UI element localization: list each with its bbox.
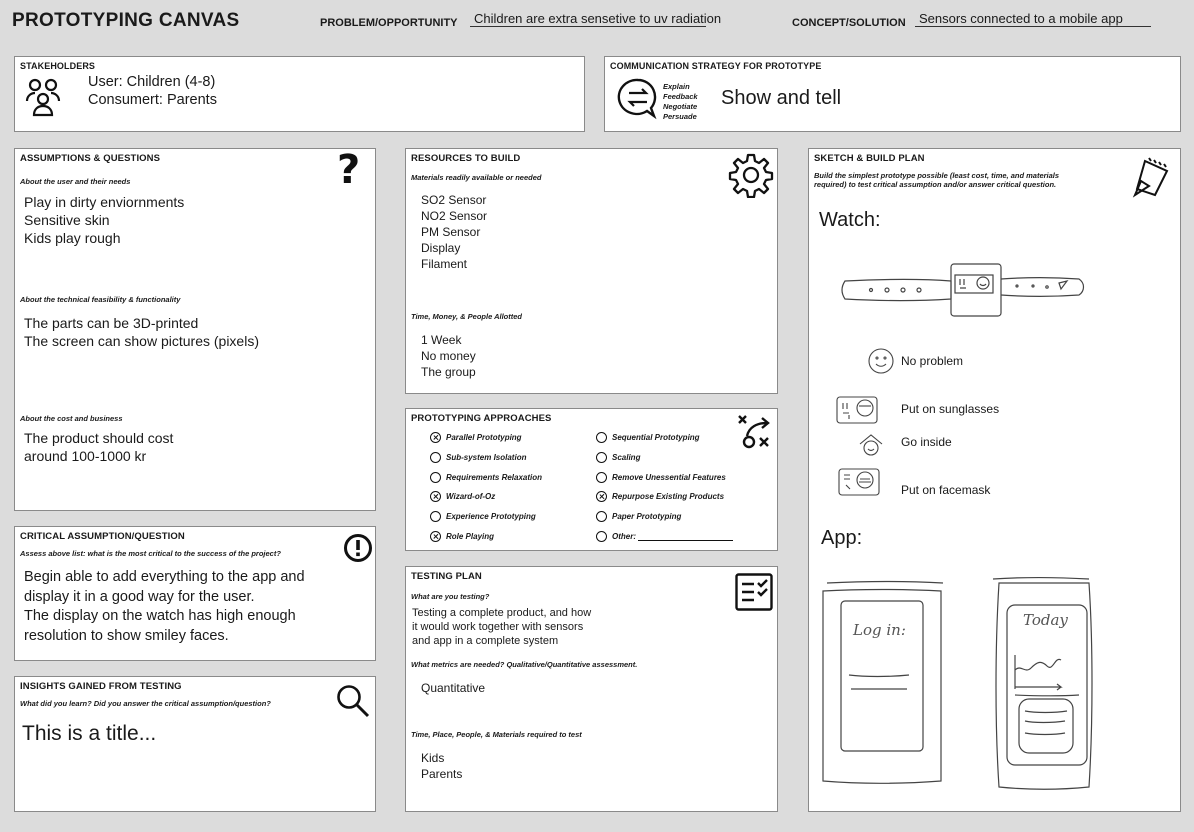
testing-line: Quantitative <box>421 681 486 695</box>
sunglasses-sketch-icon <box>835 395 879 425</box>
resource-line: NO2 Sensor <box>421 209 488 223</box>
assumptions-panel <box>14 148 376 511</box>
approach-label: Requirements Relaxation <box>446 473 543 482</box>
problem-label: PROBLEM/OPPORTUNITY <box>320 17 458 29</box>
resource-line: No money <box>421 349 476 363</box>
assumptions-tech-label: About the technical feasibility & functionality <box>20 295 181 304</box>
approach-label: Wizard-of-Oz <box>446 492 496 501</box>
testing-line: and app in a complete system <box>412 635 559 647</box>
approach-sequential[interactable] <box>596 432 700 443</box>
resource-line: Filament <box>421 257 468 271</box>
radio-icon[interactable] <box>430 511 441 522</box>
watch-heading: Watch: <box>819 209 881 231</box>
approach-scaling[interactable] <box>596 452 640 463</box>
critical-line: Begin able to add everything to the app and <box>24 569 305 585</box>
stakeholder-user: User: Children (4-8) <box>88 74 216 90</box>
assumption-line: The product should cost <box>24 430 174 446</box>
approach-label: Remove Unessential Features <box>612 473 726 482</box>
insights-sub: What did you learn? Did you answer the critical assumption/question? <box>20 699 271 708</box>
assumption-line: Play in dirty enviornments <box>24 194 185 210</box>
assumption-line: Kids play rough <box>24 230 121 246</box>
resources-time-label: Time, Money, & People Allotted <box>411 312 522 321</box>
approach-label: Repurpose Existing Products <box>612 492 725 501</box>
approach-label: Sequential Prototyping <box>612 433 700 442</box>
approach-requirements[interactable] <box>430 472 542 483</box>
communication-panel <box>604 56 1181 132</box>
approaches-panel <box>405 408 778 551</box>
resource-line: 1 Week <box>421 333 462 347</box>
insights-title: INSIGHTS GAINED FROM TESTING <box>20 681 182 692</box>
page-title: PROTOTYPING CANVAS <box>12 10 240 31</box>
comm-option-negotiate: Negotiate <box>663 102 698 111</box>
concept-label: CONCEPT/SOLUTION <box>792 17 906 29</box>
approach-other[interactable] <box>596 531 733 542</box>
assumptions-user-label: About the user and their needs <box>20 177 131 186</box>
radio-icon[interactable] <box>596 432 607 443</box>
sketch-panel <box>808 148 1181 812</box>
approach-experience[interactable] <box>430 511 536 522</box>
radio-icon[interactable] <box>430 452 441 463</box>
radio-icon[interactable] <box>596 531 607 542</box>
approach-parallel[interactable] <box>430 432 522 443</box>
assumption-line: Sensitive skin <box>24 212 110 228</box>
critical-panel <box>14 526 376 661</box>
approach-wizard[interactable] <box>430 491 495 502</box>
insights-value[interactable]: This is a title... <box>22 722 157 745</box>
radio-icon[interactable] <box>430 472 441 483</box>
people-icon <box>23 75 65 119</box>
approach-subsystem[interactable] <box>430 452 526 463</box>
radio-checked-icon[interactable] <box>430 432 441 443</box>
legend-go-inside: Go inside <box>901 435 952 449</box>
approach-label: Paper Prototyping <box>612 512 682 521</box>
testing-line: it would work together with sensors <box>412 621 584 633</box>
testing-line: Parents <box>421 767 463 781</box>
communication-value[interactable]: Show and tell <box>721 87 842 109</box>
legend-facemask: Put on facemask <box>901 483 991 497</box>
radio-icon[interactable] <box>596 472 607 483</box>
assumption-line: The parts can be 3D-printed <box>24 315 199 331</box>
other-input[interactable] <box>638 532 733 541</box>
approach-label: Sub-system Isolation <box>446 453 527 462</box>
approach-label: Role Playing <box>446 532 495 541</box>
watch-sketch <box>837 259 1097 321</box>
resources-title: RESOURCES TO BUILD <box>411 153 521 164</box>
checklist-icon <box>734 572 774 612</box>
login-phone-sketch <box>817 577 957 795</box>
approach-label: Experience Prototyping <box>446 512 536 521</box>
assumption-line: The screen can show pictures (pixels) <box>24 333 259 349</box>
communication-title: COMMUNICATION STRATEGY FOR PROTOTYPE <box>610 61 822 71</box>
comm-option-persuade: Persuade <box>663 112 697 121</box>
facemask-sketch-icon <box>837 467 881 497</box>
approach-roleplay[interactable] <box>430 531 494 542</box>
app-login-label: Log in: <box>853 621 906 639</box>
approach-label: Other: <box>612 532 636 541</box>
approaches-title: PROTOTYPING APPROACHES <box>411 413 552 424</box>
exchange-bubble-icon <box>617 77 659 121</box>
radio-icon[interactable] <box>596 452 607 463</box>
concept-field[interactable]: Sensors connected to a mobile app <box>915 11 1151 27</box>
comm-option-explain: Explain <box>663 82 690 91</box>
testing-line: Testing a complete product, and how <box>412 607 592 619</box>
sketch-title: SKETCH & BUILD PLAN <box>814 153 925 164</box>
assumption-line: around 100-1000 kr <box>24 448 147 464</box>
radio-icon[interactable] <box>596 511 607 522</box>
legend-no-problem: No problem <box>901 354 964 368</box>
resources-materials-label: Materials readily available or needed <box>411 173 542 182</box>
critical-sub: Assess above list: what is the most critical to the success of the project? <box>20 549 281 558</box>
critical-line: display it in a good way for the user. <box>24 588 255 605</box>
testing-line: Kids <box>421 751 445 765</box>
testing-what-label: What are you testing? <box>411 592 490 601</box>
critical-line: The display on the watch has high enough <box>24 608 296 624</box>
approach-label: Parallel Prototyping <box>446 433 522 442</box>
legend-sunglasses: Put on sunglasses <box>901 402 1000 416</box>
smiley-icon <box>867 347 895 375</box>
resource-line: PM Sensor <box>421 225 481 239</box>
resources-panel <box>405 148 778 394</box>
sketch-sub-line: required) to test critical assumption and/or answer critical question. <box>814 180 1057 189</box>
testing-time-label: Time, Place, People, & Materials required to test <box>411 730 582 739</box>
gear-icon <box>728 152 774 198</box>
magnifier-icon <box>335 683 371 719</box>
stakeholders-title: STAKEHOLDERS <box>20 61 96 71</box>
assumptions-cost-label: About the cost and business <box>20 414 123 423</box>
stakeholders-panel <box>14 56 585 132</box>
app-today-label: Today <box>1023 611 1068 629</box>
testing-panel <box>405 566 778 812</box>
radio-checked-icon[interactable] <box>430 491 441 502</box>
question-icon: ? <box>337 147 361 193</box>
approach-repurpose[interactable] <box>596 491 724 502</box>
sketch-sub-line: Build the simplest prototype possible (least cost, time, and materials <box>814 171 1060 180</box>
approach-remove[interactable] <box>596 472 726 483</box>
resource-line: SO2 Sensor <box>421 193 487 207</box>
testing-metrics-label: What metrics are needed? Qualitative/Quantitative assessment. <box>411 660 638 669</box>
critical-title: CRITICAL ASSUMPTION/QUESTION <box>20 531 185 542</box>
exclamation-icon <box>343 533 373 563</box>
pencil-notepad-icon <box>1131 153 1175 199</box>
critical-line: resolution to show smiley faces. <box>24 627 229 644</box>
approach-label: Scaling <box>612 453 641 462</box>
problem-field[interactable]: Children are extra sensetive to uv radiation <box>470 11 706 27</box>
approach-paper[interactable] <box>596 511 681 522</box>
comm-option-feedback: Feedback <box>663 92 698 101</box>
testing-title: TESTING PLAN <box>411 571 482 582</box>
house-sketch-icon <box>857 431 885 459</box>
radio-checked-icon[interactable] <box>596 491 607 502</box>
today-phone-sketch <box>989 575 1101 797</box>
shuffle-icon <box>736 412 774 450</box>
stakeholder-consumer: Consumert: Parents <box>88 92 217 108</box>
radio-checked-icon[interactable] <box>430 531 441 542</box>
resource-line: Display <box>421 241 461 255</box>
resource-line: The group <box>421 365 476 379</box>
assumptions-title: ASSUMPTIONS & QUESTIONS <box>20 153 161 164</box>
insights-panel <box>14 676 376 812</box>
app-heading: App: <box>821 527 863 549</box>
